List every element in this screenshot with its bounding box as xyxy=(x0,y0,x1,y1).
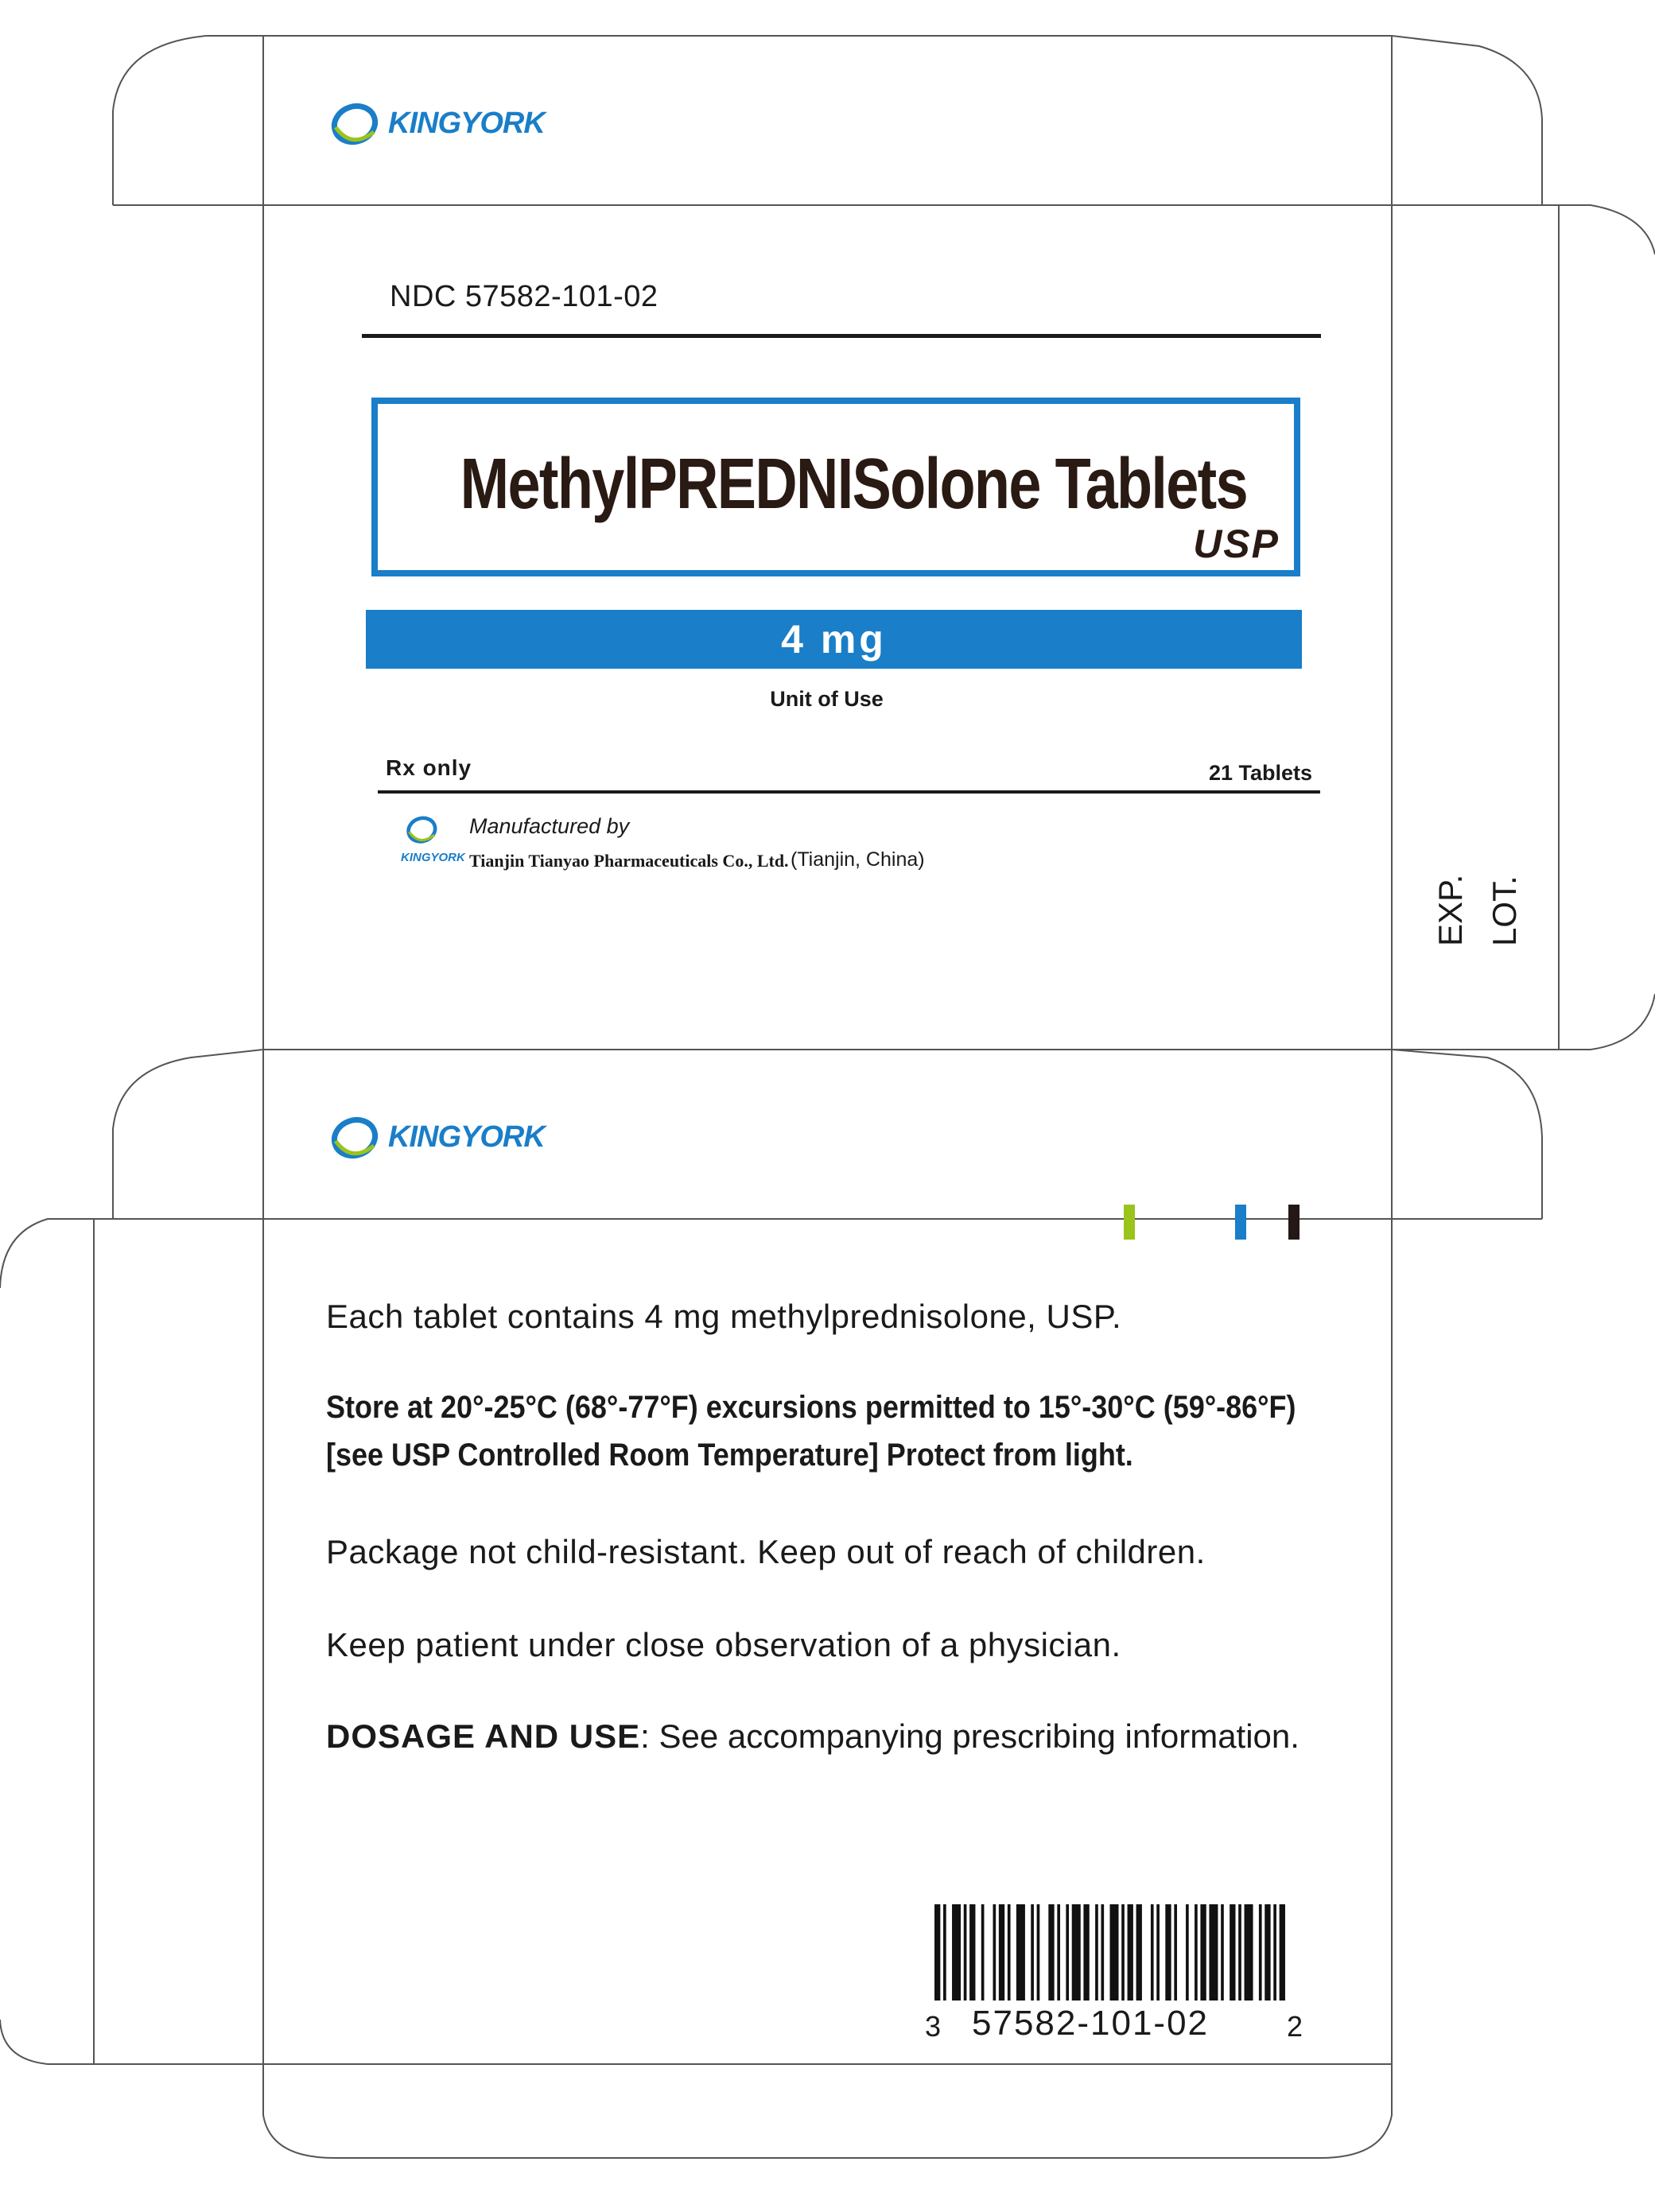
barcode-bar xyxy=(964,1904,967,2001)
brand-logo-top xyxy=(328,95,545,151)
barcode-bar xyxy=(1037,1904,1040,2001)
barcode-bar xyxy=(1016,1904,1025,2001)
barcode-left-digit: 3 xyxy=(925,2010,943,2043)
storage-line-1: Store at 20°-25°C (68°-77°F) excursions permitted to 15°-30°C (59°-86°F) xyxy=(326,1390,1296,1425)
ndc-number: NDC 57582-101-02 xyxy=(390,280,659,313)
observation-warning: Keep patient under close observation of a physician. xyxy=(326,1626,1121,1663)
barcode-bar xyxy=(1066,1904,1069,2001)
product-name: MethylPREDNISolone Tablets xyxy=(460,444,1248,524)
barcode-bar xyxy=(1200,1904,1206,2001)
brand-name: KINGYORK xyxy=(388,1120,545,1154)
brand-logo-mid xyxy=(328,1109,545,1165)
barcode-bar xyxy=(1259,1904,1262,2001)
barcode-bar xyxy=(993,1904,996,2001)
barcode-bar xyxy=(969,1904,975,2001)
color-swatch-blue xyxy=(1235,1205,1246,1240)
barcode-bar xyxy=(1008,1904,1011,2001)
barcode-bar xyxy=(1245,1904,1253,2001)
unit-of-use xyxy=(0,687,1655,712)
barcode-bar xyxy=(1186,1904,1189,2001)
barcode xyxy=(934,1904,1294,2001)
barcode-bar xyxy=(1265,1904,1270,2001)
strength-bar: 4 mg xyxy=(366,610,1302,669)
exp-label: EXP. xyxy=(1432,874,1469,946)
barcode-bar xyxy=(1156,1904,1160,2001)
barcode-bar xyxy=(1095,1904,1098,2001)
barcode-bar xyxy=(1048,1904,1054,2001)
barcode-bar xyxy=(1136,1904,1142,2001)
barcode-number: 57582-101-02 xyxy=(972,2004,1210,2043)
dosage-text: : See accompanying prescribing information. xyxy=(640,1717,1300,1755)
barcode-bar xyxy=(1121,1904,1125,2001)
contents-statement: Each tablet contains 4 mg methylprednisolone, USP. xyxy=(326,1298,1122,1335)
kingyork-logo-icon xyxy=(328,95,383,151)
barcode-bar xyxy=(1083,1904,1089,2001)
barcode-bar xyxy=(1195,1904,1198,2001)
dosage-label: DOSAGE AND USE xyxy=(326,1717,641,1755)
dosage-statement xyxy=(326,1717,1300,1756)
barcode-bar xyxy=(981,1904,985,2001)
barcode-bar xyxy=(1280,1904,1285,2001)
manufacturer-location: (Tianjin, China) xyxy=(791,848,925,871)
manufactured-by-label: Manufactured by xyxy=(469,814,630,838)
product-title-box xyxy=(371,398,1300,576)
barcode-bar xyxy=(1273,1904,1276,2001)
usp-label: USP xyxy=(1193,522,1280,566)
barcode-bar xyxy=(934,1904,940,2001)
barcode-bar xyxy=(1072,1904,1081,2001)
barcode-bar xyxy=(952,1904,961,2001)
color-swatch-black xyxy=(1288,1205,1300,1240)
brand-name: KINGYORK xyxy=(388,106,545,140)
barcode-bar xyxy=(1209,1904,1218,2001)
barcode-bar xyxy=(1165,1904,1171,2001)
barcode-bar xyxy=(1128,1904,1133,2001)
lot-label: LOT. xyxy=(1486,875,1523,946)
kingyork-logo-icon xyxy=(328,1109,383,1165)
barcode-bar xyxy=(1109,1904,1118,2001)
top-rule xyxy=(362,334,1321,338)
barcode-bar xyxy=(1031,1904,1034,2001)
barcode-bar xyxy=(1057,1904,1060,2001)
color-swatch-green xyxy=(1124,1205,1135,1240)
barcode-bar xyxy=(943,1904,946,2001)
bottom-rule xyxy=(378,790,1320,794)
barcode-bar xyxy=(1230,1904,1235,2001)
kingyork-small-logo-icon xyxy=(404,811,441,848)
barcode-bar xyxy=(999,1904,1004,2001)
package-warning: Package not child-resistant. Keep out of reach of children. xyxy=(326,1533,1206,1570)
rx-only: Rx only xyxy=(386,755,472,780)
manufacturer-logo-text: KINGYORK xyxy=(401,851,465,864)
storage-line-2: [see USP Controlled Room Temperature] Protect from light. xyxy=(326,1438,1133,1473)
unit-of-use-text: Unit of Use xyxy=(770,687,884,711)
barcode-bar xyxy=(1101,1904,1104,2001)
barcode-bar xyxy=(1151,1904,1154,2001)
manufacturer-logo xyxy=(401,811,465,864)
tablet-count: 21 Tablets xyxy=(1209,761,1313,785)
barcode-bar xyxy=(1221,1904,1224,2001)
barcode-bar xyxy=(1174,1904,1177,2001)
barcode-right-digit: 2 xyxy=(1287,2010,1305,2043)
manufacturer-name: Tianjin Tianyao Pharmaceuticals Co., Ltd. xyxy=(469,851,789,871)
barcode-bar xyxy=(1238,1904,1241,2001)
